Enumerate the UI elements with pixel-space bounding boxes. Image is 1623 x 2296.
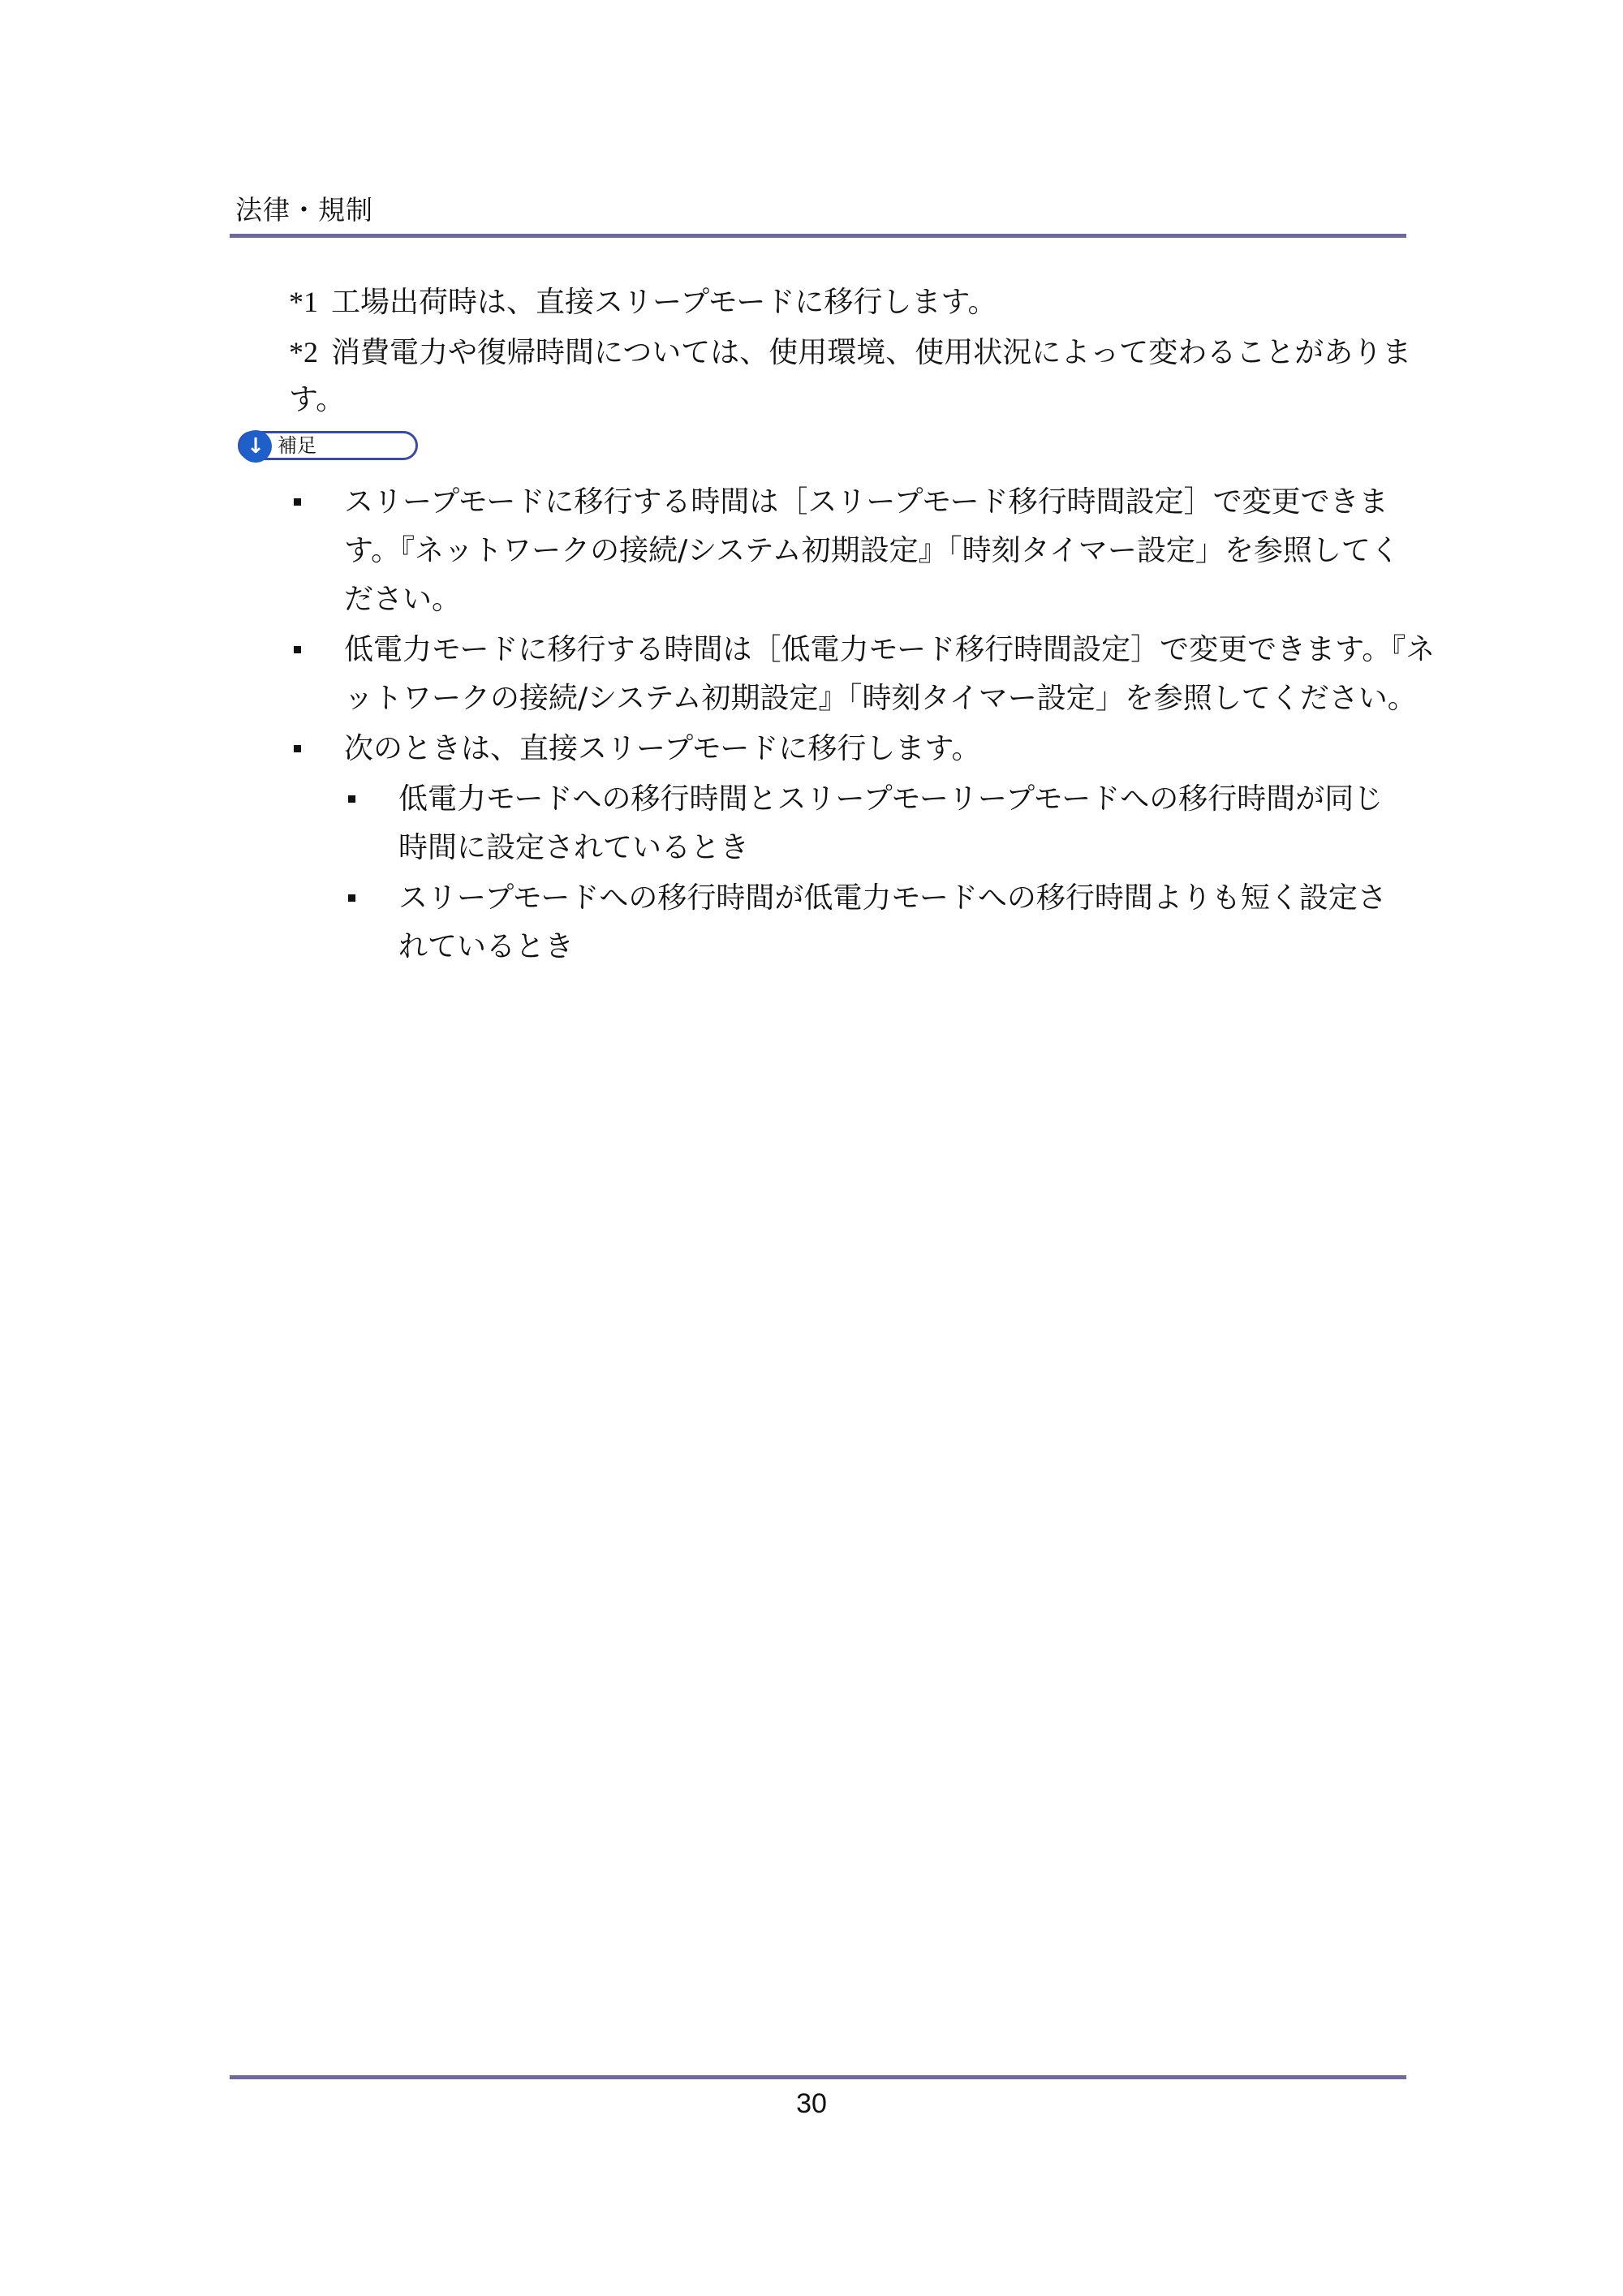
footnote-text: 消費電力や復帰時間については、使用環境、使用状況によって変わることがありま xyxy=(331,336,1412,369)
bullet-3-line-1: 次のときは、直接スリープモードに移行します。 xyxy=(344,732,981,765)
sub-bullet-1-line-2: 時間に設定されているとき xyxy=(398,831,750,864)
bullet-2-line-2: ットワークの接続/システム初期設定』「時刻タイマー設定」を参照してください。 xyxy=(344,682,1417,715)
header-divider xyxy=(230,234,1406,238)
sub-bullet-1-line-1: 低電力モードへの移行時間とスリープモーリープモードへの移行時間が同じ xyxy=(398,782,1384,816)
note-label: 補足 xyxy=(278,434,316,457)
bullet-marker xyxy=(294,646,301,653)
sub-bullet-2-line-1: スリープモードへの移行時間が低電力モードへの移行時間よりも短く設定さ xyxy=(398,881,1387,915)
bullet-marker xyxy=(294,498,301,506)
bullet-1-line-3: ださい。 xyxy=(344,583,462,616)
footnote-2 xyxy=(289,327,1411,378)
bullet-2-line-1: 低電力モードに移行する時間は［低電力モード移行時間設定］で変更できます。『ネ xyxy=(344,633,1436,666)
footer-divider xyxy=(230,2075,1406,2079)
page-number: 30 xyxy=(796,2088,827,2119)
section-title: 法律・規制 xyxy=(235,194,373,226)
sub-bullet-marker xyxy=(348,894,355,902)
footnote-text-continued: す。 xyxy=(289,383,346,416)
footnote-marker: *2 xyxy=(289,336,318,368)
sub-bullet-2-line-2: れているとき xyxy=(398,930,575,963)
footnote-marker: *1 xyxy=(289,286,318,318)
bullet-1-line-1: スリープモードに移行する時間は［スリープモード移行時間設定］で変更できま xyxy=(344,485,1388,519)
footnote-1 xyxy=(289,277,997,328)
footnote-text: 工場出荷時は、直接スリープモードに移行します。 xyxy=(331,286,997,319)
bullet-marker xyxy=(294,745,301,752)
down-arrow-icon: ↓ xyxy=(239,430,272,463)
sub-bullet-marker xyxy=(348,795,355,803)
bullet-1-line-2: す。『ネットワークの接続/システム初期設定』「時刻タイマー設定」を参照してく xyxy=(344,534,1400,567)
